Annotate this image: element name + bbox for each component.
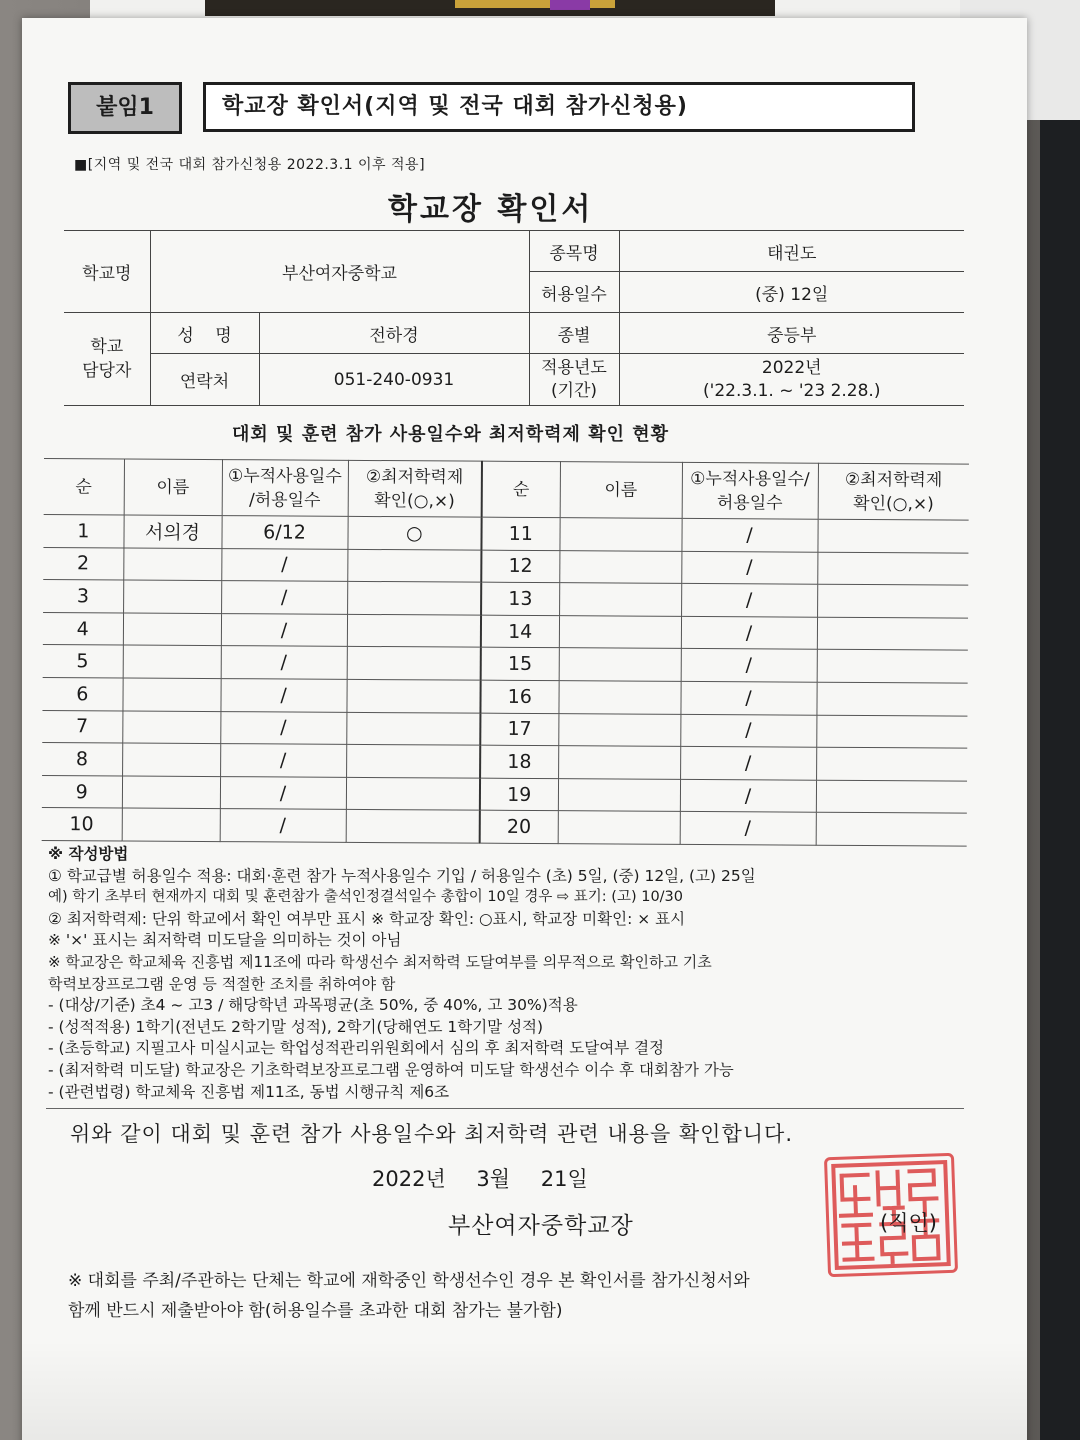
footer-note-line: 함께 반드시 제출받아야 함(허용일수를 초과한 대회 참가는 불가함) [68,1301,563,1321]
cell-days: / [220,809,346,842]
cell-min [347,549,481,582]
cell-days: / [680,714,816,747]
cell-days: / [220,711,346,744]
year-value: 2022년 [761,357,822,378]
sport-value: 태권도 [619,231,964,272]
cell-days: / [680,812,816,845]
cell-no: 12 [481,550,559,583]
cell-min [817,584,968,618]
cell-no: 4 [43,612,123,645]
cell-min [816,813,967,847]
form-title: 학교장 확인서 [388,192,594,227]
cell-name [122,808,220,841]
cell-name [558,778,680,811]
cell-no: 2 [43,547,123,580]
note-line: ① 학교급별 허용일수 적용: 대회·훈련 참가 누적사용일수 기입 / 허용일수 (초) 5일, (중) 12일, (고) 25일 [48,866,756,885]
note-line: 학력보장프로그램 운영 등 적절한 조치를 취하여야 함 [48,974,396,993]
cell-min [817,617,968,651]
cell-days: / [220,744,346,777]
cell-days: 6/12 [221,516,347,549]
cell-min [346,810,480,843]
phone-value: 051-240-0931 [259,354,529,406]
seal-label: (직인) [880,1211,937,1235]
cell-days: / [680,779,816,812]
cell-name [558,681,680,714]
col-min-right: ②최저학력제 확인(○,×) [818,463,969,520]
col-days: ①누적사용일수 /허용일수 [222,460,348,517]
attachment-label: 붙임1 [68,82,182,134]
cell-days: / [681,584,817,617]
cell-name [122,776,220,809]
school-name: 부산여자중학교 [150,231,529,313]
cell-days: / [680,747,816,780]
cell-name: 서의경 [123,515,221,548]
cell-min [816,682,967,716]
cell-min [347,582,481,615]
cell-name [559,583,681,616]
division-label: 종별 [529,313,619,354]
cell-name [559,518,681,551]
cell-no: 7 [42,710,122,743]
cell-name [123,580,221,613]
cell-no: 1 [43,514,123,547]
cell-min: ○ [347,516,481,549]
instructions [48,844,988,1103]
period-value: ('22.3.1. ~ '23 2.28.) [703,380,881,401]
phone-label: 연락처 [150,354,259,406]
cell-min [817,552,968,586]
cell-no: 3 [43,580,123,613]
cell-days: / [680,681,816,714]
cell-days: / [681,518,817,551]
sport-label: 종목명 [529,231,619,272]
cell-no: 6 [42,677,122,710]
col-name: 이름 [124,459,222,516]
year-cell [619,354,964,406]
name-value: 전하경 [259,313,529,354]
header-title: 학교장 확인서(지역 및 전국 대회 참가신청용) [203,82,915,132]
section-title: 대회 및 훈련 참가 사용일수와 최저학력제 확인 현황 [232,424,670,445]
cell-days: / [681,551,817,584]
cell-no: 16 [480,680,558,713]
info-table [64,230,964,406]
cell-no: 5 [43,645,123,678]
footer-note-line: ※ 대회를 주최/주관하는 단체는 학교에 재학중인 학생선수인 경우 본 확인서를 참가신청서와 [68,1271,750,1291]
cell-no: 9 [42,775,122,808]
cell-no: 18 [480,745,558,778]
note-line: ※ 학교장은 학교체육 진흥법 제11조에 따라 학생선수 최저학력 도달여부를 의무적으로 확인하고 기초 [48,952,712,971]
cell-days: / [681,649,817,682]
note-line: ※ 작성방법 [48,845,129,863]
cell-no: 15 [481,648,559,681]
cell-name [123,548,221,581]
cell-min [346,679,480,712]
note-line: - (대상/기준) 초4 ~ 고3 / 해당학년 과목평균(초 50%, 중 40%, 고 30%)적용 [48,996,578,1015]
cell-no: 8 [42,743,122,776]
cell-min [816,780,967,814]
note-line: ※ '×' 표시는 최저학력 미도달을 의미하는 것이 아님 [48,931,402,950]
cell-no: 20 [480,811,558,844]
name-label: 성 명 [150,313,259,354]
confirmation-text: 위와 같이 대회 및 훈련 참가 사용일수와 최저학력 관련 내용을 확인합니다. [70,1122,794,1146]
col-name-right: 이름 [560,462,682,519]
school-label: 학교명 [64,231,150,313]
table-row [42,808,967,846]
allowed-days-value: (중) 12일 [619,272,964,313]
col-min: ②최저학력제 확인(○,×) [348,460,482,517]
col-no-right: 순 [482,461,560,517]
cell-min [346,777,480,810]
cell-min [347,647,481,680]
cell-days: / [221,613,347,646]
cell-days: / [221,581,347,614]
cell-name [558,746,680,779]
cell-name [559,648,681,681]
cell-name [558,713,680,746]
issue-date: 2022년 3월 21일 [372,1167,588,1191]
cell-name [122,678,220,711]
cell-no: 11 [481,517,559,550]
cell-min [347,614,481,647]
cell-min [817,519,968,553]
cell-no: 19 [480,778,558,811]
cell-name [559,550,681,583]
cell-days: / [681,616,817,649]
cell-min [346,712,480,745]
cell-no: 14 [481,615,559,648]
roster-table [42,458,969,847]
applicability-note: ■[지역 및 전국 대회 참가신청용 2022.3.1 이후 적용] [74,157,426,173]
note-line: - (초등학교) 지필고사 미실시교는 학업성적관리위원회에서 심의 후 최저학력 도달여부 결정 [48,1039,665,1058]
note-line: 예) 학기 초부터 현재까지 대회 및 훈련참가 출석인정결석일수 총합이 10일 경우 ⇨ 표기: (고) 10/30 [48,889,684,906]
cell-name [123,645,221,678]
cell-days: / [221,646,347,679]
cell-min [346,745,480,778]
col-days-right: ①누적사용일수/ 허용일수 [682,462,818,519]
cell-no: 17 [480,713,558,746]
note-line: - (성적적용) 1학기(전년도 2학기말 성적), 2학기(당해연도 1학기말 성적) [48,1017,544,1036]
cell-days: / [220,776,346,809]
cell-no: 13 [481,582,559,615]
cell-min [816,715,967,749]
cell-days: / [221,548,347,581]
note-line: ② 최저학력제: 단위 학교에서 확인 여부만 표시 ※ 학교장 확인: ○표시, 학교장 미확인: × 표시 [48,909,686,928]
footer-note [68,1266,750,1326]
cell-name [559,615,681,648]
cell-name [122,743,220,776]
allowed-days-label: 허용일수 [529,272,619,313]
cell-name [122,711,220,744]
cell-name [558,811,680,844]
cell-min [817,650,968,684]
cell-name [123,613,221,646]
note-line: - (최저학력 미도달) 학교장은 기초학력보장프로그램 운영하여 미도달 학생선수 이수 후 대회참가 가능 [48,1060,734,1079]
cell-days: / [220,679,346,712]
principal-name: 부산여자중학교장 [448,1213,634,1239]
cell-min [816,747,967,781]
division-value: 중등부 [619,313,964,354]
contact-person-label: 학교 담당자 [64,313,150,406]
col-no: 순 [44,459,124,515]
year-label: 적용년도 (기간) [529,354,619,406]
cell-no: 10 [42,808,122,841]
divider [46,1108,964,1109]
note-line: - (관련법령) 학교체육 진흥법 제11조, 동법 시행규칙 제6조 [48,1082,450,1101]
